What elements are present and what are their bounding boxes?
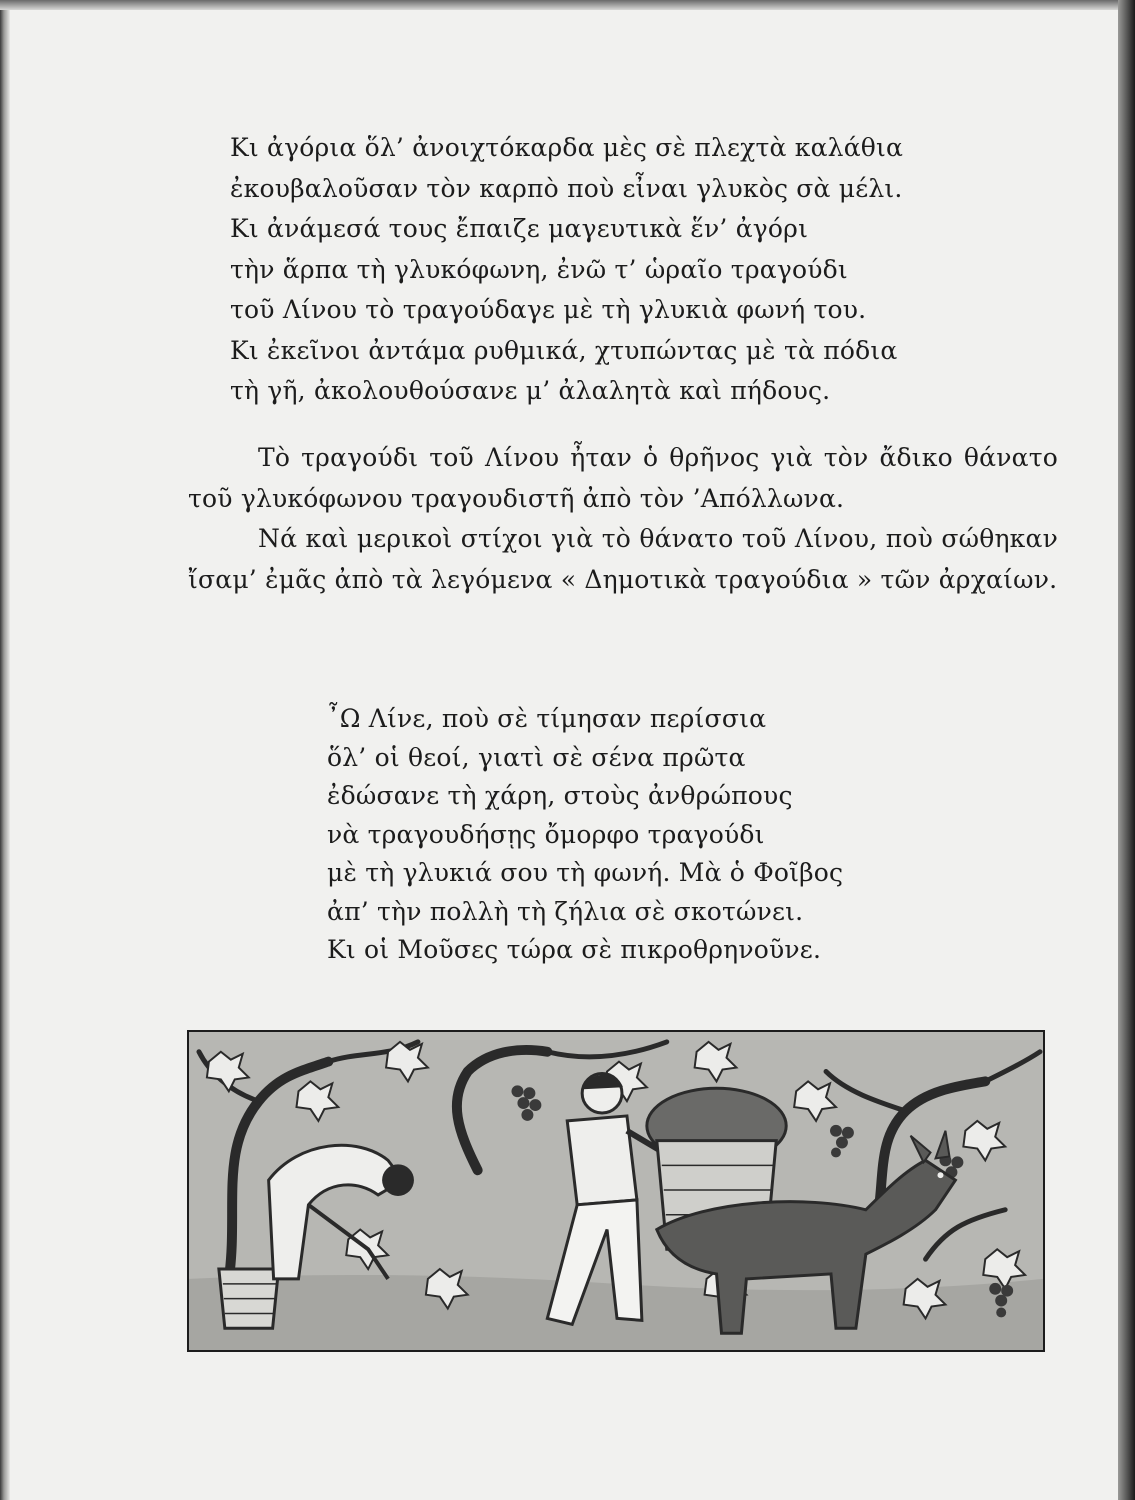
poem-line: ἀπ’ τὴν πολλὴ τὴ ζήλια σὲ σκοτώνει. bbox=[327, 896, 804, 926]
poem-line: νὰ τραγουδήσῃς ὄμορφο τραγούδι bbox=[327, 819, 765, 849]
verse-stanza-harvest bbox=[230, 128, 903, 412]
poem-line: ἐδώσανε τὴ χάρη, στοὺς ἀνθρώπους bbox=[327, 781, 793, 810]
scan-edge bbox=[1118, 0, 1135, 1500]
poem-line: μὲ τὴ γλυκιά σου τὴ φωνή. Μὰ ὁ Φοῖβος bbox=[327, 858, 844, 887]
verse-line: ἐκουβαλοῦσαν τὸν καρπὸ ποὺ εἶναι γλυκὸς σὰ μέλι. bbox=[230, 173, 903, 203]
harvest-scene-drawing bbox=[189, 1032, 1043, 1350]
linos-lament-poem bbox=[327, 700, 843, 970]
prose-paragraph: Τὸ τραγούδι τοῦ Λίνου ἦταν ὁ θρῆνος γιὰ τὸν ἄδικο θάνατο τοῦ γλυκόφωνου τραγουδιστῆ ἀπὸ τὸν ’Απόλλωνα. bbox=[188, 443, 1058, 513]
verse-line: τοῦ Λίνου τὸ τραγούδαγε μὲ τὴ γλυκιὰ φωνή του. bbox=[230, 295, 867, 324]
prose-section bbox=[188, 438, 1058, 600]
verse-line: Κι ἀνάμεσά τους ἔπαιζε μαγευτικὰ ἕν’ ἀγόρι bbox=[230, 214, 809, 243]
poem-line: Κι οἱ Μοῦσες τώρα σὲ πικροθρηνοῦνε. bbox=[327, 935, 822, 964]
prose-paragraph: Νά καὶ μερικοὶ στίχοι γιὰ τὸ θάνατο τοῦ Λίνου, ποὺ σώθηκαν ἴσαμ’ ἐμᾶς ἀπὸ τὰ λεγόμενα « Δημοτικὰ τραγούδια » τῶν ἀρχαίων. bbox=[188, 524, 1058, 594]
poem-line: ῏Ω Λίνε, ποὺ σὲ τίμησαν περίσσια bbox=[327, 704, 767, 733]
verse-line: τὴν ἅρπα τὴ γλυκόφωνη, ἐνῶ τ’ ὡραῖο τραγούδι bbox=[230, 254, 848, 284]
poem-line: ὅλ’ οἱ θεοί, γιατὶ σὲ σένα πρῶτα bbox=[327, 742, 746, 772]
verse-line: Κι ἀγόρια ὅλ’ ἀνοιχτόκαρδα μὲς σὲ πλεχτὰ καλάθια bbox=[230, 133, 904, 162]
verse-line: τὴ γῆ, ἀκολουθούσανε μ’ ἀλαλητὰ καὶ πήδους. bbox=[230, 376, 831, 405]
verse-line: Κι ἐκεῖνοι ἀντάμα ρυθμικά, χτυπώντας μὲ τὰ πόδια bbox=[230, 335, 898, 365]
grape-harvest-illustration bbox=[187, 1030, 1045, 1352]
